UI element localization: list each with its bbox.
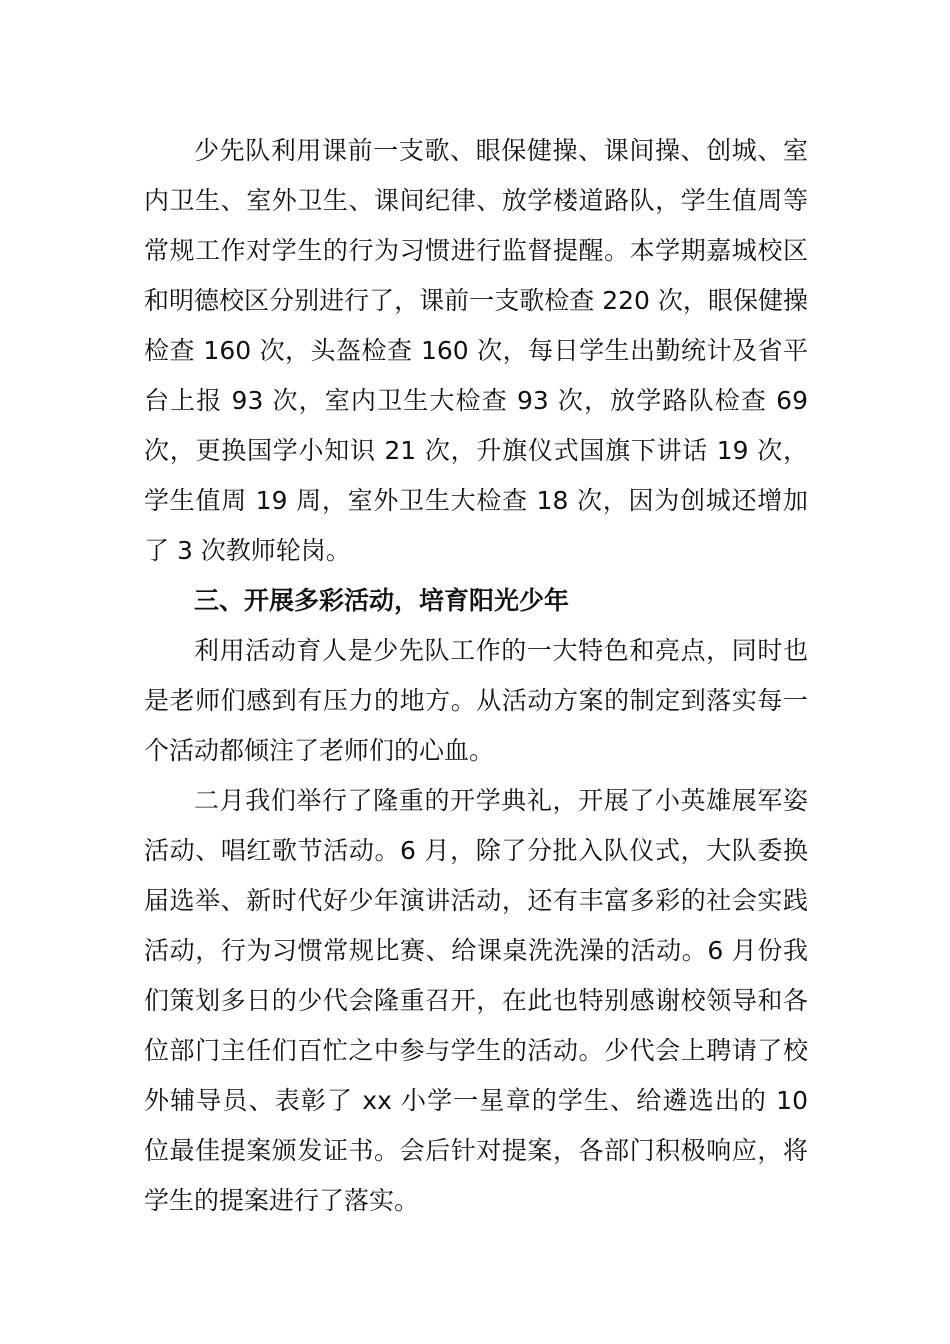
document-body [144, 126, 808, 1226]
paragraph-routine-inspections: 少先队利用课前一支歌、眼保健操、课间操、创城、室内卫生、室外卫生、课间纪律、放学楼道路队，学生值周等常规工作对学生的行为习惯进行监督提醒。本学期嘉城校区和明德校区分别进行了，课前一支歌检查 220 次，眼保健操检查 160 次，头盔检查 160 次，每日学生出勤统计及省平台上报 93 次，室内卫生大检查 93 次，放学路队检查 69 次，更换国学小知识 21 次，升旗仪式国旗下讲话 19 次，学生值周 19 周，室外卫生大检查 18 次，因为创城还增加了 3 次教师轮岗。 [144, 136, 808, 565]
paragraph-activity-education: 利用活动育人是少先队工作的一大特色和亮点，同时也是老师们感到有压力的地方。从活动方案的制定到落实每一个活动都倾注了老师们的心血。 [144, 636, 808, 765]
paragraph-events-list: 二月我们举行了隆重的开学典礼，开展了小英雄展军姿活动、唱红歌节活动。6 月，除了分批入队仪式，大队委换届选举、新时代好少年演讲活动，还有丰富多彩的社会实践活动，行为习惯常规比赛、给课桌洗洗澡的活动。6 月份我们策划多日的少代会隆重召开，在此也特别感谢校领导和各位部门主任们百忙之中参与学生的活动。少代会上聘请了校外辅导员、表彰了 xx 小学一星章的学生、给遴选出的 10 位最佳提案颁发证书。会后针对提案，各部门积极响应，将学生的提案进行了落实。 [144, 786, 808, 1215]
section-heading-activities: 三、开展多彩活动，培育阳光少年 [194, 586, 570, 615]
